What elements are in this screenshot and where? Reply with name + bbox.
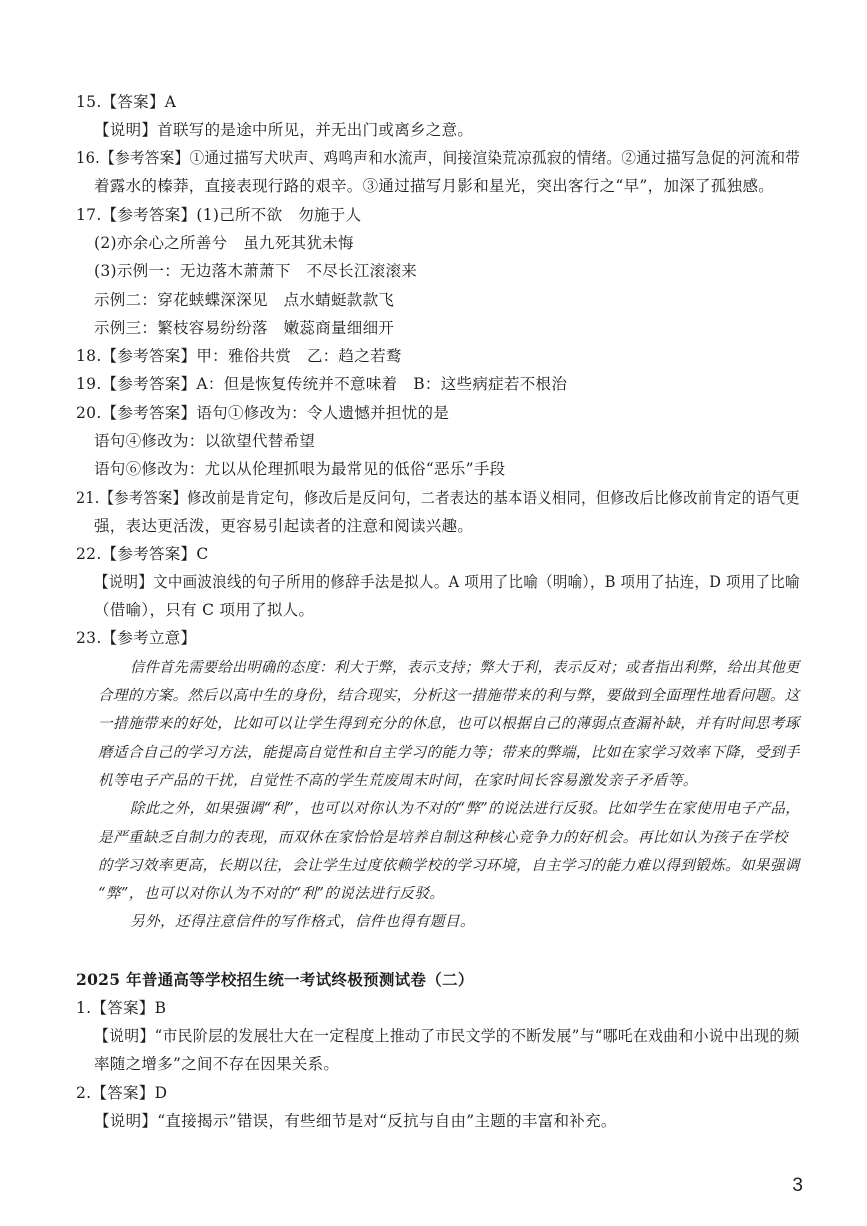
essay-paragraph-1-line-3: 一措施带来的好处，比如可以让学生得到充分的休息，也可以根据自己的薄弱点查漏补缺，并有时间思考琢: [98, 715, 800, 732]
essay-paragraph-1-line-5: 机等电子产品的干扰，自觉性不高的学生荒废周末时间，在家时间长容易激发亲子矛盾等。: [98, 772, 698, 789]
essay-paragraph-2-line-3: 的学习效率更高，长期以往，会让学生过度依赖学校的学习环境，自主学习的能力难以得到锻炼。如果强调: [98, 857, 800, 874]
q20-answer-line-3: 语句⑥修改为：尤以从伦理抓哏为最常见的低俗“恶乐”手段: [94, 460, 506, 478]
q18-answer: 18.【参考答案】甲：雅俗共赏 乙：趋之若鹜: [76, 347, 402, 365]
essay-paragraph-2-line-4: “弊”，也可以对你认为不对的“利”的说法进行反驳。: [98, 885, 445, 902]
q17-answer-line-5: 示例三：繁枝容易纷纷落 嫩蕊商量细细开: [94, 319, 395, 337]
q19-answer: 19.【参考答案】A：但是恢复传统并不意味着 B：这些病症若不根治: [76, 375, 568, 393]
q17-answer-line-3: (3)示例一：无边落木萧萧下 不尽长江滚滚来: [94, 262, 418, 280]
q16-answer-line-1: 16.【参考答案】①通过描写犬吠声、鸡鸣声和水流声，间接渲染荒凉孤寂的情绪。②通过描写急促的河流和带: [76, 149, 801, 167]
q16-answer-line-2: 着露水的榛莽，直接表现行路的艰辛。③通过描写月影和星光，突出客行之“早”，加深了孤独感。: [94, 177, 775, 195]
q21-answer-line-2: 强，表达更活泼，更容易引起读者的注意和阅读兴趣。: [94, 517, 474, 535]
q22-explanation-line-2: （借喻），只有 C 项用了拟人。: [94, 601, 315, 619]
q23-heading: 23.【参考立意】: [76, 629, 197, 647]
page-number: 3: [792, 1175, 803, 1196]
q20-answer-line-2: 语句④修改为：以欲望代替希望: [94, 432, 316, 450]
essay-paragraph-2-line-1: 除此之外，如果强调“利”，也可以对你认为不对的“弊”的说法进行反驳。比如学生在家使用电子产品，: [130, 800, 801, 817]
p2-q2-answer: 2.【答案】D: [76, 1084, 168, 1102]
essay-paragraph-2-line-2: 是严重缺乏自制力的表现，而双休在家恰恰是培养自制这种核心竞争力的好机会。再比如认为孩子在学校: [98, 829, 788, 846]
section-title: 2025 年普通高等学校招生统一考试终极预测试卷（二）: [76, 970, 474, 989]
q17-answer-line-2: (2)亦余心之所善兮 虽九死其犹未悔: [94, 234, 354, 252]
essay-paragraph-1-line-1: 信件首先需要给出明确的态度：利大于弊，表示支持；弊大于利，表示反对；或者指出利弊，给出其他更: [130, 659, 800, 676]
essay-paragraph-3-line-1: 另外，还得注意信件的写作格式，信件也得有题目。: [130, 913, 475, 930]
p2-q1-answer: 1.【答案】B: [76, 999, 167, 1017]
q17-answer-line-4: 示例二：穿花蛱蝶深深见 点水蜻蜓款款飞: [94, 291, 395, 309]
p2-q2-explanation: 【说明】“直接揭示”错误，有些细节是对“反抗与自由”主题的丰富和补充。: [94, 1112, 617, 1130]
q21-answer-line-1: 21.【参考答案】修改前是肯定句，修改后是反问句，二者表达的基本语义相同，但修改后比修改前肯定的语气更: [76, 489, 800, 507]
q22-explanation-line-1: 【说明】文中画波浪线的句子所用的修辞手法是拟人。A 项用了比喻（明喻），B 项用了拈连，D 项用了比喻: [94, 573, 800, 591]
q15-explanation: 【说明】首联写的是途中所见，并无出门或离乡之意。: [94, 121, 474, 139]
q22-answer: 22.【参考答案】C: [76, 545, 209, 563]
q17-answer-line-1: 17.【参考答案】(1)己所不欲 勿施于人: [76, 206, 362, 224]
essay-paragraph-1-line-2: 合理的方案。然后以高中生的身份，结合现实，分析这一措施带来的利与弊，要做到全面理性地看问题。这: [98, 687, 800, 704]
q20-answer-line-1: 20.【参考答案】语句①修改为：令人遗憾并担忧的是: [76, 404, 450, 422]
q15-answer: 15.【答案】A: [76, 93, 177, 111]
p2-q1-explanation-line-2: 率随之增多”之间不存在因果关系。: [94, 1055, 340, 1073]
essay-paragraph-1-line-4: 磨适合自己的学习方法，能提高自觉性和自主学习的能力等；带来的弊端，比如在家学习效率下降，受到手: [98, 744, 800, 761]
p2-q1-explanation-line-1: 【说明】“市民阶层的发展壮大在一定程度上推动了市民文学的不断发展”与“哪吒在戏曲和小说中出现的频: [94, 1027, 800, 1045]
